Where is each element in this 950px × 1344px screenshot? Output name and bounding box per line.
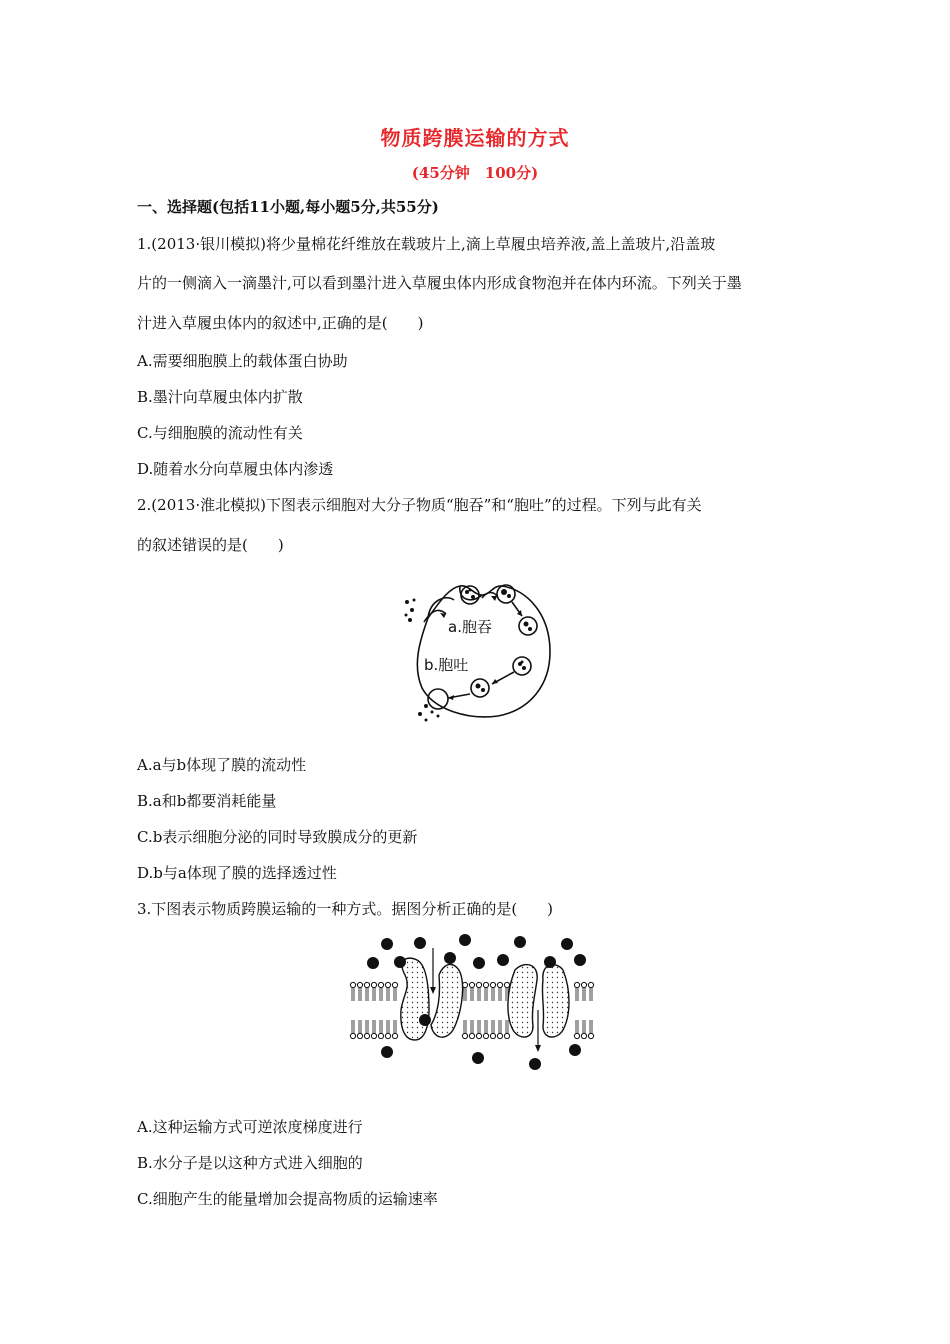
q2-stem-line: 的叙述错误的是( ) bbox=[137, 536, 284, 554]
q1-option-d: D.随着水分向草履虫体内渗透 bbox=[137, 460, 334, 478]
phospholipid bbox=[504, 1020, 509, 1039]
phospholipid bbox=[364, 1020, 369, 1039]
phospholipid bbox=[490, 982, 495, 1001]
phospholipid bbox=[462, 1020, 467, 1039]
vesicle bbox=[513, 657, 531, 675]
q1-stem-line: 汁进入草履虫体内的叙述中,正确的是( ) bbox=[137, 314, 424, 332]
phospholipid bbox=[371, 982, 376, 1001]
section-heading: 一、选择题(包括11小题,每小题5分,共55分) bbox=[137, 198, 439, 216]
phospholipid bbox=[469, 982, 474, 1001]
phospholipid bbox=[392, 1020, 397, 1039]
q3-option-a: A.这种运输方式可逆浓度梯度进行 bbox=[137, 1118, 363, 1136]
phospholipid bbox=[350, 1020, 355, 1039]
vesicle bbox=[471, 679, 489, 697]
q2-stem-line: 2.(2013·淮北模拟)下图表示细胞对大分子物质“胞吞”和“胞吐”的过程。下列与此有关 bbox=[137, 496, 702, 514]
label-endocytosis: a.胞吞 bbox=[448, 618, 492, 636]
q1-option-b: B.墨汁向草履虫体内扩散 bbox=[137, 388, 303, 406]
phospholipid bbox=[392, 982, 397, 1001]
q1-stem-line: 片的一侧滴入一滴墨汁,可以看到墨汁进入草履虫体内形成食物泡并在体内环流。下列关于墨 bbox=[137, 274, 742, 292]
phospholipid bbox=[581, 1020, 586, 1039]
q2-option-c: C.b表示细胞分泌的同时导致膜成分的更新 bbox=[137, 828, 418, 846]
phospholipid bbox=[350, 982, 355, 1001]
vesicle bbox=[519, 617, 537, 635]
membrane-transport-diagram bbox=[345, 930, 605, 1075]
cell-membrane bbox=[417, 586, 550, 717]
phospholipid bbox=[476, 1020, 481, 1039]
q1-option-a: A.需要细胞膜上的载体蛋白协助 bbox=[137, 352, 348, 370]
q1-option-c: C.与细胞膜的流动性有关 bbox=[137, 424, 303, 442]
q2-option-d: D.b与a体现了膜的选择透过性 bbox=[137, 864, 337, 882]
phospholipid bbox=[378, 1020, 383, 1039]
phospholipid bbox=[483, 1020, 488, 1039]
carrier-protein bbox=[401, 958, 463, 1040]
page-title: 物质跨膜运输的方式 bbox=[380, 126, 570, 150]
phospholipid bbox=[574, 1020, 579, 1039]
q2-option-a: A.a与b体现了膜的流动性 bbox=[137, 756, 307, 774]
phospholipid bbox=[581, 982, 586, 1001]
phospholipid bbox=[574, 982, 579, 1001]
phospholipid bbox=[497, 982, 502, 1001]
label-exocytosis: b.胞吐 bbox=[424, 656, 469, 674]
phospholipid bbox=[588, 1020, 593, 1039]
phospholipid bbox=[385, 982, 390, 1001]
phospholipid bbox=[364, 982, 369, 1001]
phospholipid bbox=[483, 982, 488, 1001]
endocytosis-exocytosis-diagram bbox=[398, 570, 558, 725]
phospholipid bbox=[476, 982, 481, 1001]
q3-option-c: C.细胞产生的能量增加会提高物质的运输速率 bbox=[137, 1190, 438, 1208]
q3-stem-line: 3.下图表示物质跨膜运输的一种方式。据图分析正确的是( ) bbox=[137, 900, 554, 918]
phospholipid bbox=[490, 1020, 495, 1039]
q3-option-b: B.水分子是以这种方式进入细胞的 bbox=[137, 1154, 363, 1172]
phospholipid bbox=[378, 982, 383, 1001]
phospholipid bbox=[469, 1020, 474, 1039]
phospholipid bbox=[588, 982, 593, 1001]
phospholipid bbox=[357, 982, 362, 1001]
phospholipid bbox=[357, 1020, 362, 1039]
page-subtitle: (45分钟 100分) bbox=[411, 164, 539, 182]
phospholipid bbox=[385, 1020, 390, 1039]
phospholipid bbox=[497, 1020, 502, 1039]
phospholipid bbox=[371, 1020, 376, 1039]
q2-option-b: B.a和b都要消耗能量 bbox=[137, 792, 277, 810]
q1-stem-line: 1.(2013·银川模拟)将少量棉花纤维放在载玻片上,滴上草履虫培养液,盖上盖玻片,沿盖玻 bbox=[137, 235, 716, 253]
